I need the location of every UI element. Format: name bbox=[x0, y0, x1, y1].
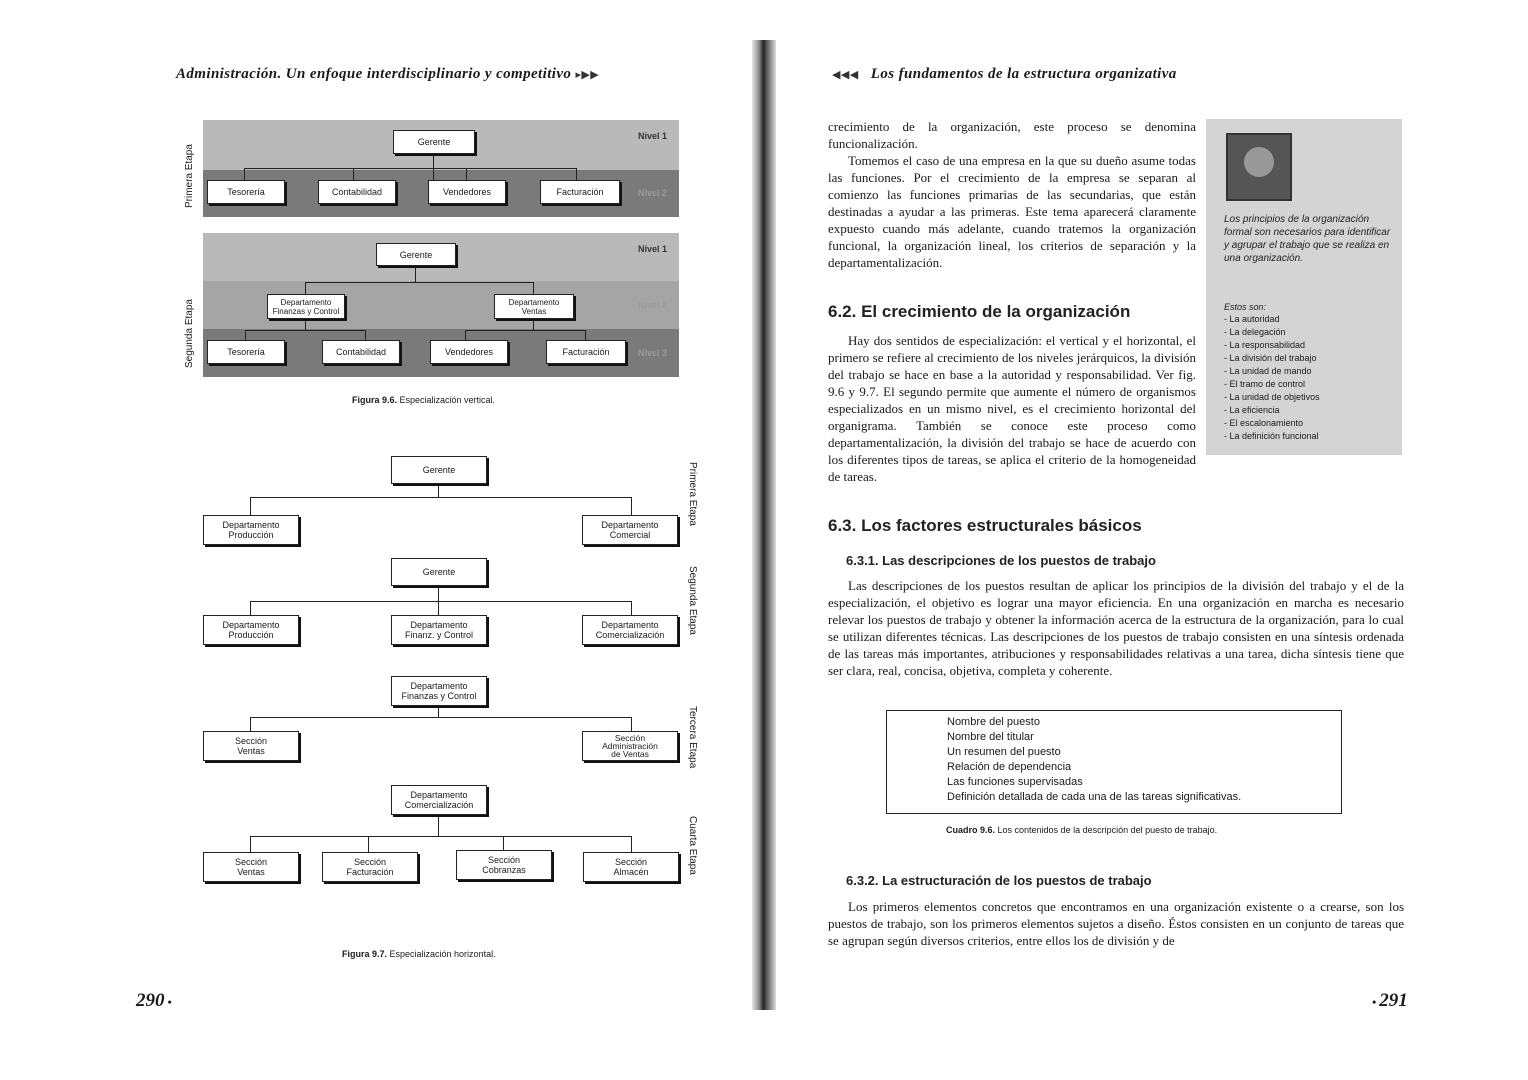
list-item: - La autoridad bbox=[1224, 314, 1280, 324]
org-box-dept-produccion: Departamento Producción bbox=[203, 515, 299, 545]
connector bbox=[365, 330, 366, 340]
right-header-text: Los fundamentos de la estructura organizativa bbox=[870, 66, 1177, 82]
list-item: - La delegación bbox=[1224, 327, 1286, 337]
page-number-text: 290 bbox=[136, 990, 165, 1011]
org-box-tesoreria: Tesorería bbox=[207, 340, 285, 364]
left-page bbox=[0, 0, 752, 1080]
stage2-nivel1: Nivel 1 bbox=[638, 244, 668, 254]
connector bbox=[438, 586, 439, 602]
connector bbox=[353, 168, 354, 180]
connector bbox=[245, 330, 365, 331]
connector bbox=[244, 168, 245, 180]
sidebar-intro: Los principios de la organización formal son necesarios para identificar y agrupar el trabajo que se realiza en una organización. bbox=[1224, 214, 1391, 264]
org-box-seccion-admin-ventas: Sección Administración de Ventas bbox=[582, 731, 678, 761]
connector bbox=[433, 154, 434, 180]
connector bbox=[465, 330, 466, 340]
left-header-text: Administración. Un enfoque interdisciplinario y competitivo bbox=[176, 66, 572, 82]
org-box-contabilidad: Contabilidad bbox=[318, 180, 396, 204]
table-rows bbox=[947, 715, 1241, 805]
section-heading-6-3-1: 6.3.1. Las descripciones de los puestos de trabajo bbox=[846, 553, 1156, 568]
caption-label: Figura 9.7. bbox=[342, 949, 388, 959]
sculpture-image bbox=[1226, 133, 1292, 201]
org-box-seccion-almacen: Sección Almacén bbox=[583, 852, 679, 882]
connector bbox=[631, 497, 632, 515]
table-row: Las funciones supervisadas bbox=[947, 776, 1083, 788]
connector bbox=[244, 168, 576, 169]
connector bbox=[438, 601, 439, 615]
stage3-label: Tercera Etapa bbox=[687, 706, 698, 769]
left-running-header bbox=[176, 66, 599, 83]
section-heading-6-3: 6.3. Los factores estructurales básicos bbox=[828, 516, 1142, 535]
connector bbox=[533, 318, 534, 330]
connector bbox=[250, 497, 251, 515]
paragraph-5: Los primeros elementos concretos que encontramos en una organización existente o a crearse, son los puestos de trabajo, son los primeros elementos sujetos a diseño. Éstos consisten en un conjunto de tareas que se agrupan según diversos criterios, entre ellos los de división y de bbox=[828, 899, 1404, 948]
right-running-header bbox=[832, 66, 1177, 83]
connector bbox=[250, 836, 251, 852]
connector bbox=[585, 330, 586, 340]
org-box-dept-ventas: Departamento Ventas bbox=[494, 294, 574, 319]
connector bbox=[250, 717, 251, 731]
connector bbox=[250, 601, 631, 602]
table-row: Nombre del puesto bbox=[947, 716, 1040, 728]
stage2-nivel3: Nivel 3 bbox=[638, 348, 668, 358]
org-box-gerente: Gerente bbox=[376, 243, 456, 266]
table-row: Nombre del titular bbox=[947, 731, 1034, 743]
org-box-seccion-ventas: Sección Ventas bbox=[203, 731, 299, 761]
caption-text: Especialización horizontal. bbox=[387, 949, 496, 959]
org-box-gerente: Gerente bbox=[391, 558, 487, 586]
connector bbox=[576, 168, 577, 180]
table-9-6-caption bbox=[946, 825, 1217, 835]
org-box-dept-finanzas: Departamento Finanzas y Control bbox=[391, 676, 487, 706]
org-box-dept-comercializacion: Departamento Comercialización bbox=[391, 785, 487, 815]
list-item: - La unidad de mando bbox=[1224, 366, 1312, 376]
stage2-label: Segunda Etapa bbox=[687, 566, 698, 635]
org-box-seccion-cobranzas: Sección Cobranzas bbox=[456, 850, 552, 880]
connector bbox=[305, 282, 533, 283]
org-box-seccion-ventas: Sección Ventas bbox=[203, 852, 299, 882]
caption-label: Figura 9.6. bbox=[352, 395, 398, 405]
paragraph-2: Tomemos el caso de una empresa en la que su dueño asume todas las funciones. Por el crecimiento de la empresa se separan al comienzo las funciones primarias de las secundarias, que están destinadas a ayudar a las primeras. Este tema aparecerá claramente expuesto cuando más adelante, cuando tratemos la organización funcional, la organización lineal, los criterios de separación y la departamentalización. bbox=[828, 153, 1196, 270]
connector bbox=[250, 836, 631, 837]
list-item: - El escalonamiento bbox=[1224, 418, 1304, 428]
org-box-gerente: Gerente bbox=[393, 130, 475, 154]
section-heading-6-3-2: 6.3.2. La estructuración de los puestos de trabajo bbox=[846, 873, 1152, 888]
right-arrows-icon: ▸▶▶ bbox=[575, 68, 600, 81]
figure-9-7-caption bbox=[342, 949, 496, 959]
connector bbox=[305, 318, 306, 330]
list-item: - La eficiencia bbox=[1224, 405, 1280, 415]
org-box-tesoreria: Tesorería bbox=[207, 180, 285, 204]
stage2-nivel2: Nivel 2 bbox=[638, 300, 668, 310]
stage4-label: Cuarta Etapa bbox=[687, 816, 698, 875]
connector bbox=[631, 717, 632, 731]
connector bbox=[250, 601, 251, 615]
caption-text: Los contenidos de la descripción del puesto de trabajo. bbox=[995, 825, 1218, 835]
caption-text: Especialización vertical. bbox=[397, 395, 496, 405]
org-box-vendedores: Vendedores bbox=[428, 180, 506, 204]
list-item: - La responsabilidad bbox=[1224, 340, 1306, 350]
table-row: Un resumen del puesto bbox=[947, 746, 1061, 758]
paragraph-4: Las descripciones de los puestos resultan de aplicar los principios de la división del trabajo y el de la especialización, el objetivo es lograr una mayor eficiencia. En una organización en marcha es necesario relevar los puestos de trabajo y obtener la información acerca de la estructura de la organización, para lo cual se utilizan diferentes técnicas. Las descripciones de los puestos de trabajo consisten en una síntesis ordenada de las tareas más importantes, atribuciones y responsabilidades relativas a una tarea, dicha síntesis tiene que ser clara, real, concisa, objetiva, completa y coherente. bbox=[828, 578, 1404, 678]
connector bbox=[368, 836, 369, 852]
right-page-number: • 291 bbox=[1372, 990, 1408, 1011]
connector bbox=[438, 815, 439, 837]
stage1-label: Primera Etapa bbox=[184, 144, 195, 208]
sidebar-box bbox=[1206, 119, 1402, 455]
left-arrows-icon: ◀◀◀ bbox=[832, 68, 859, 81]
connector bbox=[631, 836, 632, 852]
connector bbox=[250, 497, 631, 498]
org-box-dept-finanzas: Departamento Finanz. y Control bbox=[391, 615, 487, 645]
connector bbox=[245, 330, 246, 340]
image-detail bbox=[1244, 147, 1274, 177]
table-row: Relación de dependencia bbox=[947, 761, 1072, 773]
left-page-number: 290 • bbox=[136, 990, 172, 1011]
paragraph-1: crecimiento de la organización, este proceso se denomina funcionalización. bbox=[828, 119, 1196, 151]
book-spine bbox=[752, 40, 776, 1010]
org-box-dept-finanzas: Departamento Finanzas y Control bbox=[267, 294, 345, 319]
org-box-dept-produccion: Departamento Producción bbox=[203, 615, 299, 645]
org-box-dept-comercial: Departamento Comercial bbox=[582, 515, 678, 545]
org-box-gerente: Gerente bbox=[391, 456, 487, 484]
org-box-contabilidad: Contabilidad bbox=[322, 340, 400, 364]
stage2-label: Segunda Etapa bbox=[184, 299, 195, 368]
caption-label: Cuadro 9.6. bbox=[946, 825, 996, 835]
connector bbox=[533, 282, 534, 294]
paragraph-3: Hay dos sentidos de especialización: el vertical y el horizontal, el primero se refiere al crecimiento de los niveles jerárquicos, la división del trabajo se hace en base a la autoridad y responsabilidad. Ver fig. 9.6 y 9.7. El segundo permite que aumente el número de organismos especializados en un mismo nivel, es el crecimiento horizontal del organigrama. También se conoce este proceso como departamentalización, la división del trabajo se hace de acuerdo con los diferentes tipos de tareas, se aplica el criterio de la homogeneidad de tareas. bbox=[828, 333, 1196, 484]
org-box-seccion-facturacion: Sección Facturación bbox=[322, 852, 418, 882]
figure-9-6-caption bbox=[352, 395, 495, 405]
connector bbox=[465, 330, 585, 331]
sidebar-list bbox=[1224, 313, 1394, 443]
table-row: Definición detallada de cada una de las tareas significativas. bbox=[947, 791, 1242, 803]
stage1-label: Primera Etapa bbox=[687, 462, 698, 526]
connector bbox=[438, 484, 439, 498]
list-item: - El tramo de control bbox=[1224, 379, 1306, 389]
list-item: - La unidad de objetivos bbox=[1224, 392, 1320, 402]
connector bbox=[250, 717, 631, 718]
org-box-dept-comercializacion: Departamento Comercialización bbox=[582, 615, 678, 645]
page-number-text: 291 bbox=[1379, 990, 1408, 1011]
connector bbox=[305, 282, 306, 294]
connector bbox=[415, 265, 416, 283]
org-box-vendedores: Vendedores bbox=[430, 340, 508, 364]
org-box-facturacion: Facturación bbox=[540, 180, 620, 204]
list-item: - La definición funcional bbox=[1224, 431, 1319, 441]
section-heading-6-2: 6.2. El crecimiento de la organización bbox=[828, 302, 1131, 321]
list-item: - La división del trabajo bbox=[1224, 353, 1317, 363]
job-description-table bbox=[886, 710, 1342, 814]
connector bbox=[466, 168, 467, 180]
stage1-nivel1: Nivel 1 bbox=[638, 131, 668, 141]
org-box-facturacion: Facturación bbox=[546, 340, 626, 364]
connector bbox=[631, 601, 632, 615]
stage1-nivel2: Nivel 2 bbox=[638, 188, 668, 198]
sidebar-list-title: Estos son: bbox=[1224, 302, 1267, 312]
